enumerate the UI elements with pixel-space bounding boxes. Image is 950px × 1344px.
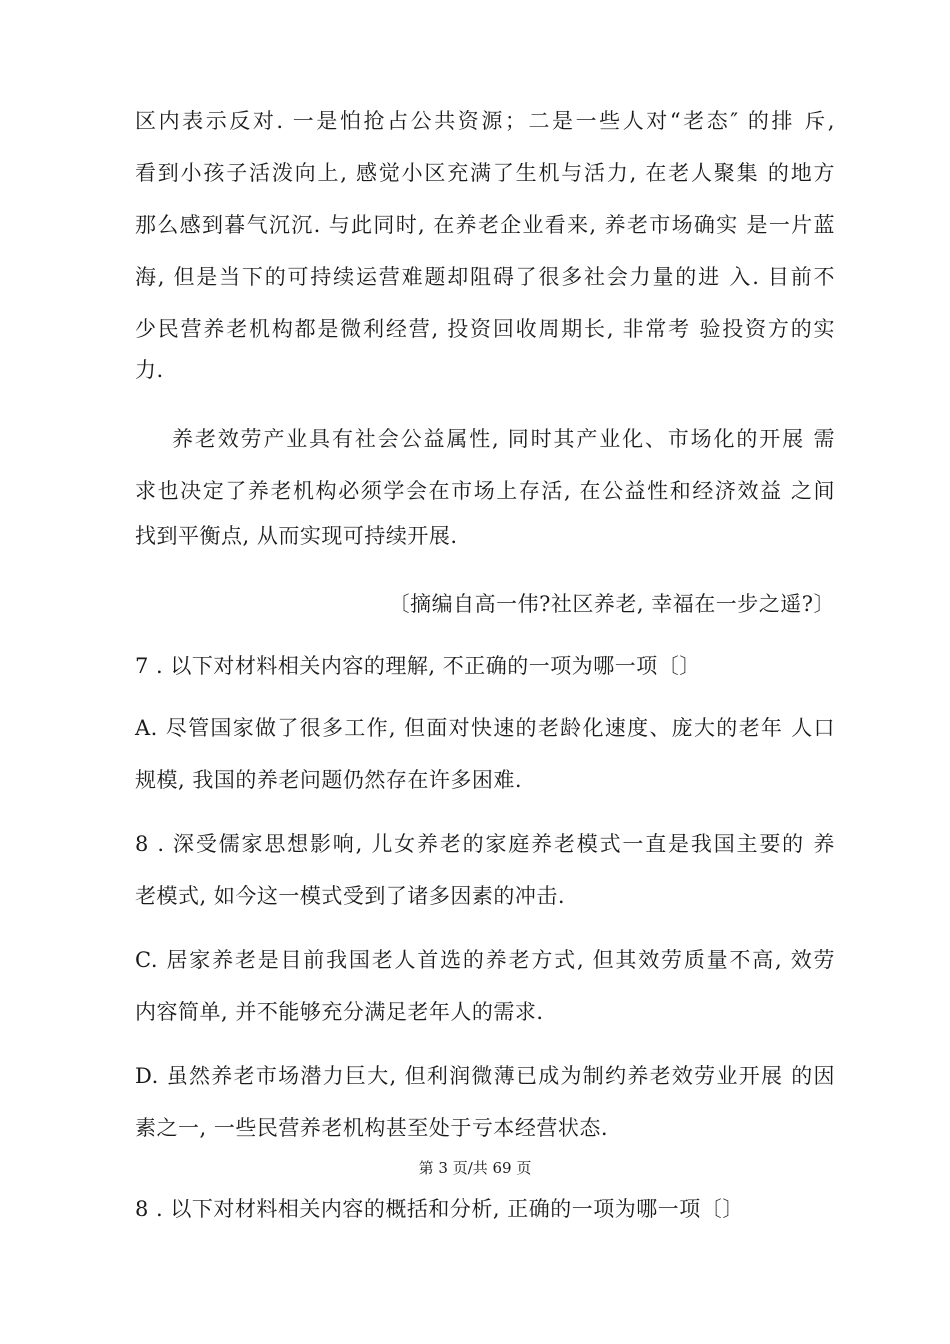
paragraph-1-line-4: 海, 但是当下的可持续运营难题却阻碍了很多社会力量的进 入. 目前不 xyxy=(135,265,835,289)
option-a-line-2: 规模, 我国的养老问题仍然存在许多困难. xyxy=(135,768,523,792)
question-8: 8 . 以下对材料相关内容的概括和分析, 正确的一项为哪一项〔〕 xyxy=(135,1197,744,1221)
option-d-line-1: D. 虽然养老市场潜力巨大, 但利润微薄已成为制约养老效劳业开展 的因 xyxy=(135,1064,835,1088)
paragraph-2-line-2: 求也决定了养老机构必须学会在市场上存活, 在公益性和经济效益 之间 xyxy=(135,479,835,503)
option-b-line-2: 老模式, 如今这一模式受到了诸多因素的冲击. xyxy=(135,884,566,908)
paragraph-1-line-2: 看到小孩子活泼向上, 感觉小区充满了生机与活力, 在老人聚集 的地方 xyxy=(135,161,835,185)
paragraph-1-line-3: 那么感到暮气沉沉. 与此同时, 在养老企业看来, 养老市场确实 是一片蓝 xyxy=(135,213,835,237)
paragraph-2-line-3: 找到平衡点, 从而实现可持续开展. xyxy=(135,524,458,548)
paragraph-1-line-1: 区内表示反对. 一是怕抢占公共资源；二是一些人对“老态″ 的排 斥, xyxy=(135,109,835,133)
page-footer: 第 3 页/共 69 页 xyxy=(418,1159,532,1177)
option-d-line-2: 素之一, 一些民营养老机构甚至处于亏本经营状态. xyxy=(135,1116,609,1140)
paragraph-1-line-6: 力. xyxy=(135,358,164,382)
question-7: 7 . 以下对材料相关内容的理解, 不正确的一项为哪一项〔〕 xyxy=(135,654,701,678)
citation: 〔摘编自高一伟?社区养老, 幸福在一步之遥?〕 xyxy=(388,592,835,616)
option-a-line-1: A. 尽管国家做了很多工作, 但面对快速的老龄化速度、庞大的老年 人口 xyxy=(135,716,835,740)
paragraph-1-line-5: 少民营养老机构都是微利经营, 投资回收周期长, 非常考 验投资方的实 xyxy=(135,317,835,341)
paragraph-2-line-1: 养老效劳产业具有社会公益属性, 同时其产业化、市场化的开展 需 xyxy=(172,427,835,451)
option-b-line-1: 8 . 深受儒家思想影响, 儿女养老的家庭养老模式一直是我国主要的 养 xyxy=(135,832,835,856)
option-c-line-1: C. 居家养老是目前我国老人首选的养老方式, 但其效劳质量不高, 效劳 xyxy=(135,948,835,972)
option-c-line-2: 内容简单, 并不能够充分满足老年人的需求. xyxy=(135,1000,544,1024)
